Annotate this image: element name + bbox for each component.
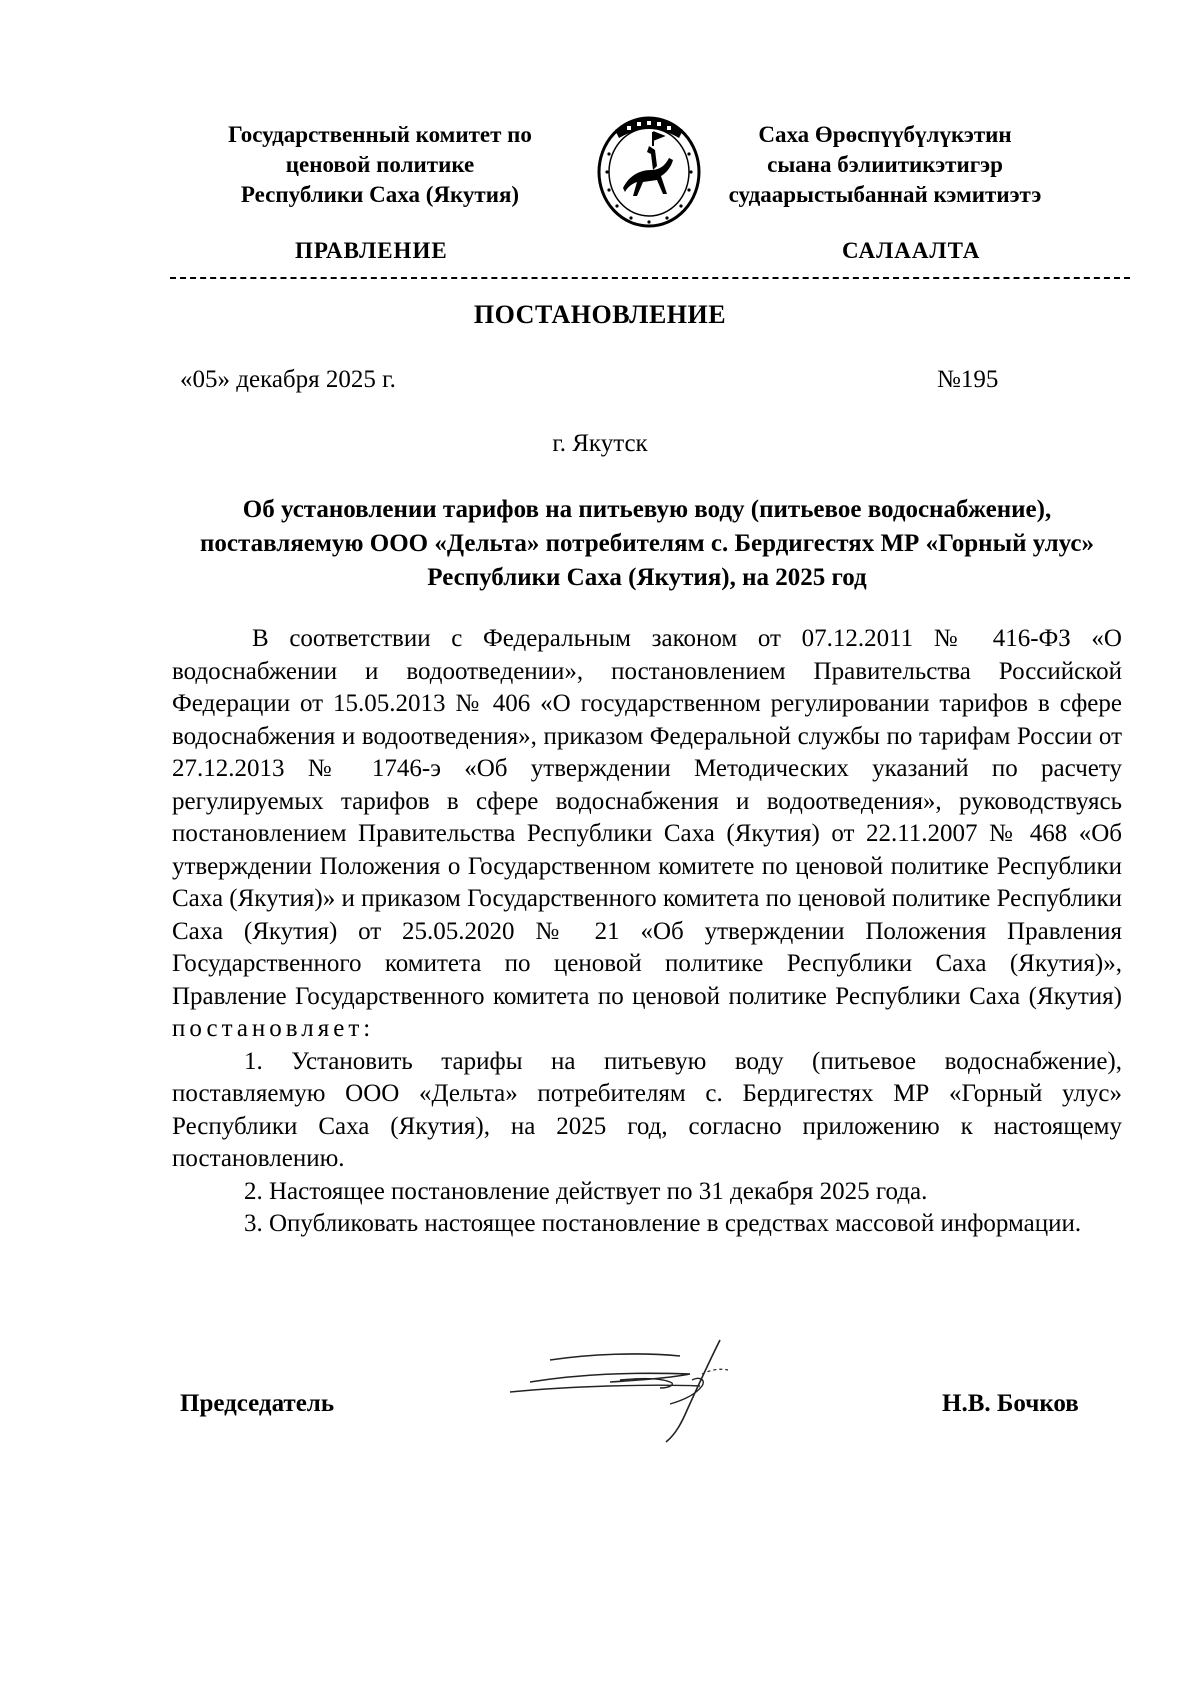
- document-title: Об установлении тарифов на питьевую воду (питьевое водоснабжение), поставляемую ООО «Дельта» потребителям с. Бердигестях МР «Горный улус» Республики Саха (Якутия), на 2025 год: [199, 496, 1094, 591]
- resolution-item-3: 3. Опубликовать настоящее постановление в средствах массовой информации.: [244, 1210, 1082, 1237]
- resolution-item-2: 2. Настоящее постановление действует по 31 декабря 2025 года.: [244, 1177, 928, 1205]
- preamble-text: В соответствии с Федеральным законом от 07.12.2011 № 416-ФЗ «О водоснабжении и водоотведении», постановлением Правительства Российской Федерации от 15.05.2013 № 406 «О государственном регулировании тарифов в сфере водоснабжения и водоотведения», приказом Федеральной службы по тарифам России от 27.12.2013 № 1746-э «Об утверждении Методических указаний по расчету регулируемых тарифов в сфере водоснабжения и водоотведения», руководствуясь постановлением Правительства Республики Саха (Якутия) от 22.11.2007 № 468 «Об утверждении Положения о Государственном комитете по ценовой политике Республики Саха (Якутия)» и приказом Государственного комитета по ценовой политике Республики Саха (Якутия) от 25.05.2020 № 21 «Об утверждении Положения Правления Государственного комитета по ценовой политике Республики Саха (Якутия)», Правление Государственного комитета по ценовой политике Республики Саха (Якутия): [172, 625, 1122, 1010]
- header-divider: [170, 277, 1130, 279]
- header-right-line-1: Саха Өрөспүүбүлүкэтин: [758, 122, 1012, 147]
- document-body: [172, 623, 1122, 1241]
- handwritten-signature-icon: [470, 1330, 800, 1450]
- board-label-ru: ПРАВЛЕНИЕ: [295, 238, 448, 263]
- signatory-role: Председатель: [180, 1390, 335, 1417]
- header-left-line-1: Государственный комитет по: [228, 122, 532, 147]
- header-left-ru: [170, 120, 590, 210]
- header-left-line-3: Республики Саха (Якутия): [240, 182, 520, 207]
- document-number: №195: [937, 366, 999, 393]
- signatory-name: Н.В. Бочков: [942, 1390, 1079, 1417]
- preamble-paragraph: [172, 623, 1122, 1046]
- header-right-line-2: сыана бэлиитикэтигэр: [767, 152, 1003, 177]
- coat-of-arms-icon: [593, 110, 705, 230]
- document-type: ПОСТАНОВЛЕНИЕ: [473, 300, 727, 329]
- resolution-item-1: 1. Установить тарифы на питьевую воду (питьевое водоснабжение), поставляемую ООО «Дельта» потребителям с. Бердигестях МР «Горный улус» Республики Саха (Якутия), на 2025 год, согласно приложению к настоящему постановлению.: [172, 1047, 1122, 1172]
- document-date: «05» декабря 2025 г.: [180, 366, 396, 393]
- header-right-line-3: судаарыстыбаннай кэмитиэтэ: [728, 182, 1042, 207]
- header-right-sakha: [705, 120, 1065, 210]
- resolves-word: постановляет:: [172, 1015, 375, 1042]
- board-label-sakha: САЛААЛТА: [842, 238, 981, 263]
- document-city: г. Якутск: [552, 430, 648, 457]
- header-left-line-2: ценовой политике: [285, 152, 475, 177]
